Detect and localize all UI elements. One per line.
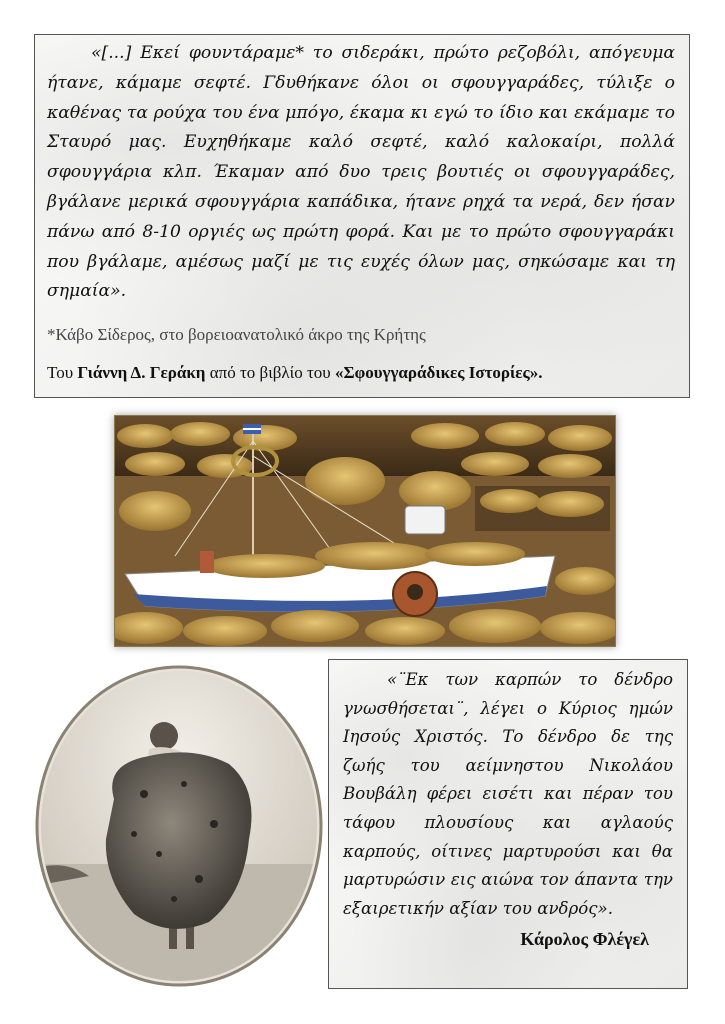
credit-prefix: Του (47, 363, 78, 383)
quote-author: Κάρολος Φλέγελ (520, 929, 649, 950)
top-quote-text: «[...] Εκεί φουντάραμε* το σιδεράκι, πρώτο ρεζοβόλι, απόγευμα ήτανε, κάμαμε σεφτέ. Γδυθήκανε όλοι οι σφουγγαράδες, τύλιξε ο καθένας τα ρούχα του ένα μπόγο, έκαμα κι εγώ το ίδιο και εκάμαμε το Σταυρό μας. Ευχηθήκαμε καλό σεφτέ, καλό καλοκαίρι, πολλά σφουγγάρια κλπ. Έκαμαν από δυο τρεις βουτιές οι σφουγγαράδες, βγάλανε μερικά σφουγγάρια καπάδικα, ήτανε ρηχά τα νερά, δεν ήσαν πάνω από 8-10 οργιές ως πρώτη φορά. Και με το πρώτο σφουγγαράκι που βγάλαμε, αμέσως μαζί με τις ευχές όλων μας, σηκώσαμε και τη σημαία». (47, 43, 675, 302)
top-quote-panel (34, 34, 690, 398)
sponge-shop-illustration (115, 416, 615, 646)
credit-middle: από το βιβλίο του (205, 363, 335, 383)
bottom-quote-panel (328, 659, 688, 989)
credit-book: «Σφουγγαράδικες Ιστορίες». (334, 363, 543, 383)
footnote: *Κάβο Σίδερος, στο βορειοανατολικό άκρο της Κρήτης (47, 325, 426, 345)
bottom-quote-text: «¨Εκ των καρπών το δένδρο γνωσθήσεται¨, λέγει ο Κύριος ημών Ιησούς Χριστός. Το δένδρο δε της ζωής του αείμνηστου Νικολάου Βουβάλη φέρει εισέτι και πέραν του τάφου πλουσίους και αγλαούς καρπούς, οίτινες μαρτυρούσι και θα μαρτυρώσιν εις αιώνα τον άπαντα την εξαιρετικήν αξίαν του ανδρός». (343, 670, 673, 918)
credit-author: Γιάννη Δ. Γεράκη (77, 363, 206, 383)
sponge-shop-photo (114, 415, 616, 647)
boy-with-sponge-photo (34, 664, 324, 988)
credit-line (47, 363, 675, 383)
diving-helmet (393, 572, 437, 616)
